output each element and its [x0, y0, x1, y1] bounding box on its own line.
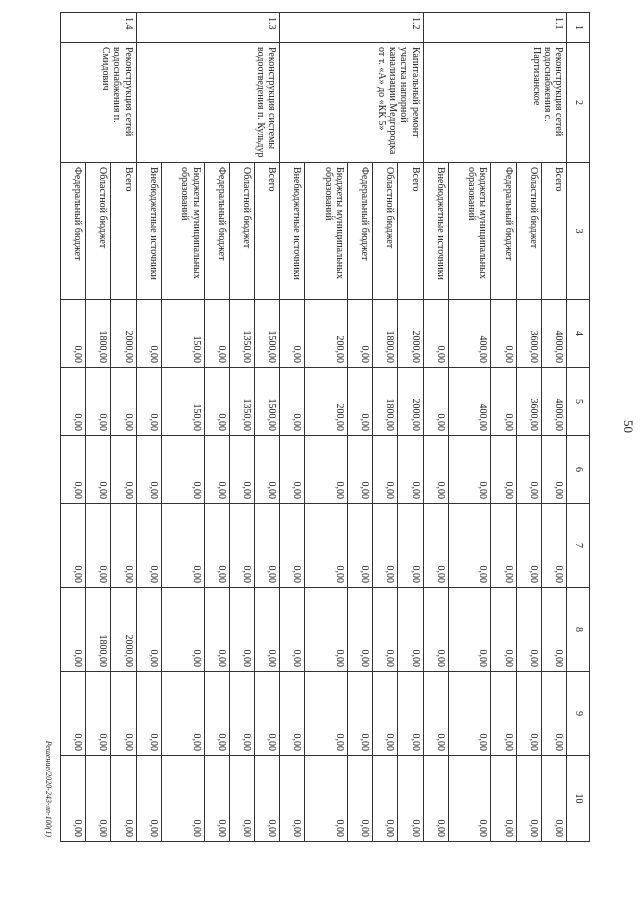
funding-source: Областной бюджет: [86, 163, 111, 300]
amount-cell: 0,00: [111, 436, 136, 504]
amount-cell: 0,00: [161, 756, 204, 842]
amount-cell: 0,00: [305, 672, 348, 756]
amount-cell: 0,00: [305, 436, 348, 504]
amount-cell: 0,00: [229, 588, 254, 672]
amount-cell: 0,00: [516, 756, 541, 842]
amount-cell: 0,00: [423, 300, 448, 368]
amount-cell: 0,00: [491, 672, 516, 756]
amount-cell: 0,00: [398, 436, 423, 504]
amount-cell: 400,00: [448, 300, 491, 368]
amount-cell: 0,00: [136, 756, 161, 842]
amount-cell: 0,00: [423, 588, 448, 672]
amount-cell: 4000,00: [541, 300, 566, 368]
amount-cell: 2000,00: [111, 300, 136, 368]
amount-cell: 0,00: [61, 756, 86, 842]
amount-cell: 0,00: [423, 436, 448, 504]
amount-cell: 0,00: [136, 300, 161, 368]
amount-cell: 0,00: [448, 504, 491, 588]
amount-cell: 0,00: [254, 504, 279, 588]
amount-cell: 0,00: [491, 300, 516, 368]
column-header: 5: [567, 368, 590, 436]
amount-cell: 0,00: [280, 436, 305, 504]
amount-cell: 4000,00: [541, 368, 566, 436]
column-header: 7: [567, 504, 590, 588]
amount-cell: 0,00: [541, 672, 566, 756]
table-row: [254, 13, 279, 842]
amount-cell: 0,00: [448, 588, 491, 672]
amount-cell: 0,00: [491, 756, 516, 842]
amount-cell: 3600,00: [516, 368, 541, 436]
amount-cell: 0,00: [111, 756, 136, 842]
funding-source: Областной бюджет: [229, 163, 254, 300]
funding-source: Областной бюджет: [516, 163, 541, 300]
amount-cell: 2000,00: [398, 368, 423, 436]
column-header: 3: [567, 163, 590, 300]
amount-cell: 1800,00: [373, 300, 398, 368]
amount-cell: 0,00: [305, 588, 348, 672]
amount-cell: 0,00: [373, 436, 398, 504]
funding-source: Всего: [254, 163, 279, 300]
amount-cell: 0,00: [305, 504, 348, 588]
amount-cell: 0,00: [254, 436, 279, 504]
item-number: 1.1: [423, 13, 566, 43]
amount-cell: 0,00: [347, 368, 372, 436]
amount-cell: 0,00: [61, 588, 86, 672]
amount-cell: 0,00: [61, 300, 86, 368]
amount-cell: 0,00: [373, 672, 398, 756]
amount-cell: 0,00: [373, 756, 398, 842]
amount-cell: 0,00: [398, 588, 423, 672]
amount-cell: 0,00: [541, 756, 566, 842]
amount-cell: 0,00: [136, 504, 161, 588]
amount-cell: 0,00: [423, 672, 448, 756]
item-name: Капитальный ремонт участка напорной канализации Медгородка от т. «А» до «КК 5»: [280, 43, 423, 163]
amount-cell: 0,00: [136, 672, 161, 756]
amount-cell: 1800,00: [373, 368, 398, 436]
amount-cell: 0,00: [398, 504, 423, 588]
amount-cell: 0,00: [448, 436, 491, 504]
amount-cell: 0,00: [516, 672, 541, 756]
amount-cell: 0,00: [86, 756, 111, 842]
item-number: 1.4: [61, 13, 137, 43]
amount-cell: 3600,00: [516, 300, 541, 368]
amount-cell: 0,00: [491, 436, 516, 504]
funding-source: Федеральный бюджет: [491, 163, 516, 300]
amount-cell: 0,00: [229, 436, 254, 504]
amount-cell: 1800,00: [86, 588, 111, 672]
amount-cell: 0,00: [86, 436, 111, 504]
amount-cell: 0,00: [347, 504, 372, 588]
amount-cell: 0,00: [280, 504, 305, 588]
amount-cell: 0,00: [491, 588, 516, 672]
amount-cell: 0,00: [111, 672, 136, 756]
funding-source: Всего: [111, 163, 136, 300]
amount-cell: 200,00: [305, 368, 348, 436]
amount-cell: 0,00: [136, 436, 161, 504]
amount-cell: 1500,00: [254, 300, 279, 368]
amount-cell: 0,00: [448, 672, 491, 756]
amount-cell: 0,00: [491, 368, 516, 436]
amount-cell: 0,00: [61, 368, 86, 436]
column-header: 2: [567, 43, 590, 163]
funding-source: Федеральный бюджет: [347, 163, 372, 300]
amount-cell: 400,00: [448, 368, 491, 436]
amount-cell: 0,00: [516, 588, 541, 672]
header-row: [567, 13, 590, 842]
amount-cell: 0,00: [347, 300, 372, 368]
table-row: [398, 13, 423, 842]
page-number: 50: [621, 420, 636, 433]
amount-cell: 0,00: [347, 756, 372, 842]
amount-cell: 0,00: [111, 368, 136, 436]
amount-cell: 0,00: [61, 672, 86, 756]
table-row: [111, 13, 136, 842]
amount-cell: 150,00: [161, 368, 204, 436]
amount-cell: 2000,00: [111, 588, 136, 672]
funding-source: Федеральный бюджет: [61, 163, 86, 300]
amount-cell: 0,00: [229, 504, 254, 588]
amount-cell: 200,00: [305, 300, 348, 368]
amount-cell: 0,00: [305, 756, 348, 842]
amount-cell: 0,00: [161, 436, 204, 504]
funding-source: Внебюджетные источники: [136, 163, 161, 300]
funding-source: Бюджеты муниципальных образований: [305, 163, 348, 300]
amount-cell: 150,00: [161, 300, 204, 368]
amount-cell: 0,00: [229, 756, 254, 842]
table-row: [541, 13, 566, 842]
amount-cell: 0,00: [86, 504, 111, 588]
amount-cell: 1800,00: [86, 300, 111, 368]
amount-cell: 0,00: [111, 504, 136, 588]
amount-cell: 0,00: [204, 756, 229, 842]
table-header: [567, 13, 590, 842]
amount-cell: 0,00: [448, 756, 491, 842]
amount-cell: 0,00: [347, 672, 372, 756]
amount-cell: 0,00: [516, 504, 541, 588]
amount-cell: 0,00: [254, 588, 279, 672]
amount-cell: 0,00: [254, 672, 279, 756]
amount-cell: 0,00: [541, 504, 566, 588]
item-number: 1.2: [280, 13, 423, 43]
amount-cell: 0,00: [541, 436, 566, 504]
amount-cell: 0,00: [254, 756, 279, 842]
funding-source: Внебюджетные источники: [280, 163, 305, 300]
item-number: 1.3: [136, 13, 279, 43]
amount-cell: 0,00: [347, 588, 372, 672]
amount-cell: 0,00: [136, 368, 161, 436]
funding-source: Всего: [541, 163, 566, 300]
amount-cell: 0,00: [86, 368, 111, 436]
amount-cell: 0,00: [61, 504, 86, 588]
amount-cell: 0,00: [229, 672, 254, 756]
item-name: Реконструкция сетей водоснабжения п. Смидович: [61, 43, 137, 163]
amount-cell: 0,00: [161, 588, 204, 672]
amount-cell: 0,00: [280, 300, 305, 368]
column-header: 4: [567, 300, 590, 368]
amount-cell: 1500,00: [254, 368, 279, 436]
amount-cell: 0,00: [280, 368, 305, 436]
amount-cell: 0,00: [347, 436, 372, 504]
budget-table: [60, 12, 590, 842]
table-body: [61, 13, 567, 842]
rotated-page: [44, 12, 636, 841]
amount-cell: 0,00: [204, 368, 229, 436]
amount-cell: 0,00: [423, 368, 448, 436]
item-name: Реконструкция системы водоотведения п. Кульдур: [136, 43, 279, 163]
footer-code: Решение/2020-243-лп-100(1): [44, 740, 53, 837]
funding-source: Всего: [398, 163, 423, 300]
amount-cell: 0,00: [373, 588, 398, 672]
amount-cell: 0,00: [491, 504, 516, 588]
amount-cell: 0,00: [161, 672, 204, 756]
amount-cell: 0,00: [280, 588, 305, 672]
amount-cell: 0,00: [541, 588, 566, 672]
column-header: 10: [567, 756, 590, 842]
funding-source: Внебюджетные источники: [423, 163, 448, 300]
amount-cell: 0,00: [398, 756, 423, 842]
amount-cell: 2000,00: [398, 300, 423, 368]
item-name: Реконструкция сетей водоснабжения с. Партизанское: [423, 43, 566, 163]
amount-cell: 0,00: [280, 672, 305, 756]
amount-cell: 0,00: [204, 300, 229, 368]
amount-cell: 0,00: [204, 504, 229, 588]
amount-cell: 0,00: [136, 588, 161, 672]
column-header: 9: [567, 672, 590, 756]
funding-source: Бюджеты муниципальных образований: [161, 163, 204, 300]
amount-cell: 0,00: [204, 672, 229, 756]
funding-source: Бюджеты муниципальных образований: [448, 163, 491, 300]
amount-cell: 0,00: [423, 756, 448, 842]
funding-source: Федеральный бюджет: [204, 163, 229, 300]
amount-cell: 0,00: [423, 504, 448, 588]
column-header: 6: [567, 436, 590, 504]
column-header: 1: [567, 13, 590, 43]
amount-cell: 0,00: [86, 672, 111, 756]
amount-cell: 1350,00: [229, 300, 254, 368]
amount-cell: 0,00: [373, 504, 398, 588]
amount-cell: 0,00: [204, 588, 229, 672]
funding-source: Областной бюджет: [373, 163, 398, 300]
amount-cell: 0,00: [204, 436, 229, 504]
amount-cell: 1350,00: [229, 368, 254, 436]
amount-cell: 0,00: [398, 672, 423, 756]
amount-cell: 0,00: [161, 504, 204, 588]
amount-cell: 0,00: [61, 436, 86, 504]
column-header: 8: [567, 588, 590, 672]
amount-cell: 0,00: [516, 436, 541, 504]
amount-cell: 0,00: [280, 756, 305, 842]
